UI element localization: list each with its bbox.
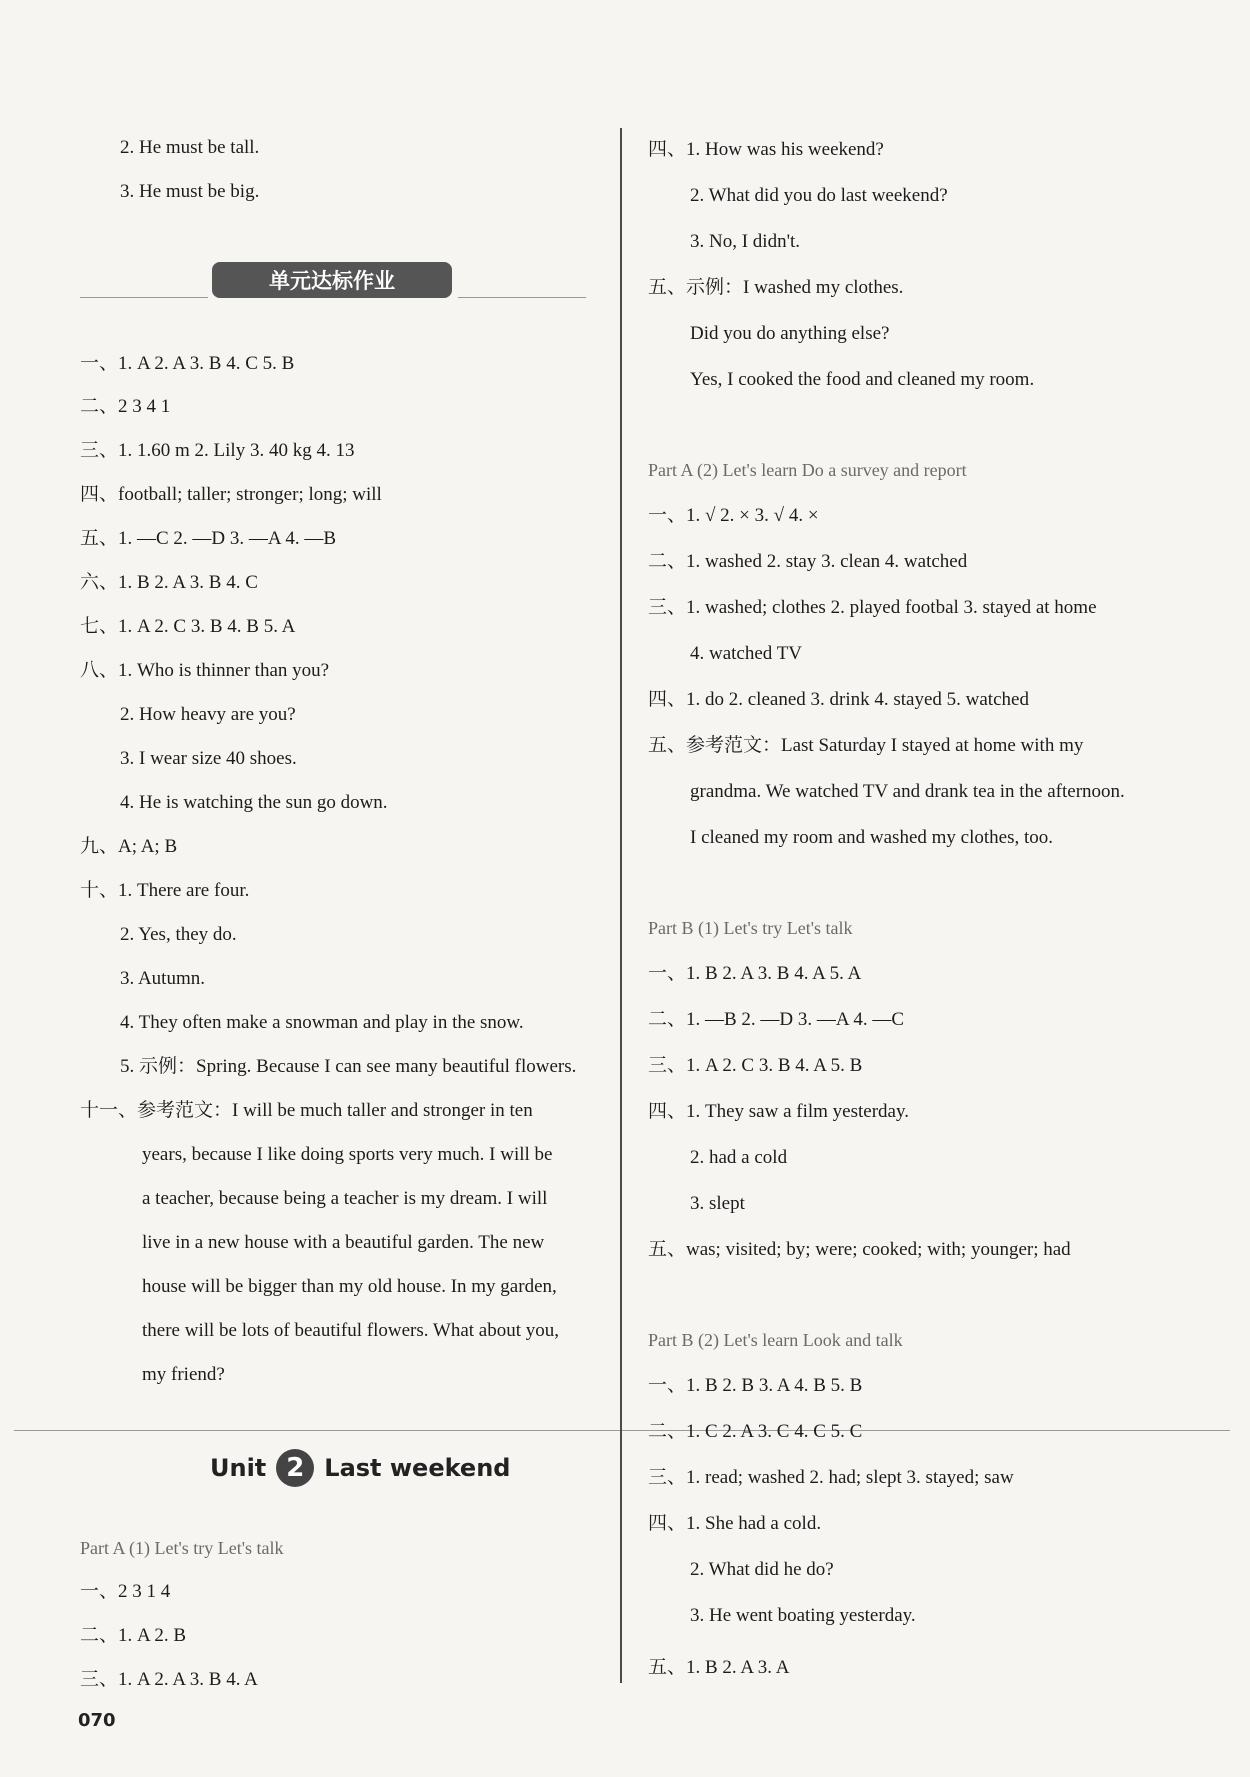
answer-line: 2. What did he do? (690, 1559, 834, 1580)
answer-line: 四、1. How was his weekend? (648, 139, 884, 160)
answer-line: years, because I like doing sports very much. I will be (142, 1144, 553, 1165)
answer-line: 3. He must be big. (120, 181, 260, 202)
answer-line: 三、1. A 2. C 3. B 4. A 5. B (648, 1055, 863, 1076)
answer-line: 六、1. B 2. A 3. B 4. C (80, 572, 258, 593)
answer-line: a teacher, because being a teacher is my dream. I will (142, 1188, 548, 1209)
unit-label: Unit (210, 1454, 267, 1482)
answer-line: live in a new house with a beautiful garden. The new (142, 1232, 545, 1253)
answer-line: 2. What did you do last weekend? (690, 185, 948, 206)
section-rule (14, 1430, 1230, 1431)
answer-line: 十一、参考范文：I will be much taller and stronger in ten (80, 1100, 533, 1121)
answer-line: 五、参考范文：Last Saturday I stayed at home with my (648, 735, 1084, 756)
answer-line: 一、1. B 2. B 3. A 4. B 5. B (648, 1375, 863, 1396)
answer-line: Yes, I cooked the food and cleaned my room. (690, 369, 1035, 390)
part-heading: Part B (2) Let's learn Look and talk (648, 1330, 903, 1350)
column-divider (620, 128, 622, 1683)
unit-number-badge: 2 (276, 1449, 314, 1487)
answer-line: 五、was; visited; by; were; cooked; with; younger; had (648, 1239, 1071, 1260)
answer-line: 五、1. —C 2. —D 3. —A 4. —B (80, 528, 336, 549)
answer-line: 一、1. B 2. A 3. B 4. A 5. A (648, 963, 862, 984)
answer-line: 四、1. She had a cold. (648, 1513, 822, 1534)
answer-line: 四、1. They saw a film yesterday. (648, 1101, 909, 1122)
answer-line: 4. watched TV (690, 643, 803, 664)
section-banner: 单元达标作业 (212, 262, 452, 298)
answer-line: 二、2 3 4 1 (80, 396, 171, 417)
answer-line: 3. slept (690, 1193, 745, 1214)
unit-name: Last weekend (324, 1454, 511, 1482)
answer-line: 一、1. √ 2. × 3. √ 4. × (648, 505, 819, 526)
answer-line: 2. How heavy are you? (120, 704, 296, 725)
part-heading: Part B (1) Let's try Let's talk (648, 918, 853, 938)
answer-line: 七、1. A 2. C 3. B 4. B 5. A (80, 616, 296, 637)
banner-rule-left (80, 297, 208, 298)
answer-line: 3. I wear size 40 shoes. (120, 748, 297, 769)
answer-line: Did you do anything else? (690, 323, 890, 344)
answer-line: 2. had a cold (690, 1147, 788, 1168)
answer-line: 3. He went boating yesterday. (690, 1605, 916, 1626)
answer-line: 四、football; taller; stronger; long; will (80, 484, 382, 505)
answer-line: my friend? (142, 1364, 225, 1385)
answer-line: 三、1. read; washed 2. had; slept 3. stayed; saw (648, 1467, 1014, 1488)
answer-line: 三、1. A 2. A 3. B 4. A (80, 1669, 258, 1690)
answer-line: 二、1. washed 2. stay 3. clean 4. watched (648, 551, 968, 572)
answer-line: 2. Yes, they do. (120, 924, 237, 945)
answer-line: 5. 示例：Spring. Because I can see many beautiful flowers. (120, 1056, 577, 1077)
answer-line: house will be bigger than my old house. In my garden, (142, 1276, 557, 1297)
answer-line: 4. They often make a snowman and play in the snow. (120, 1012, 524, 1033)
answer-line: 三、1. 1.60 m 2. Lily 3. 40 kg 4. 13 (80, 440, 355, 461)
answer-line: 三、1. washed; clothes 2. played footbal 3. stayed at home (648, 597, 1097, 618)
answer-line: there will be lots of beautiful flowers. What about you, (142, 1320, 560, 1341)
answer-line: 二、1. A 2. B (80, 1625, 187, 1646)
answer-line: 3. Autumn. (120, 968, 205, 989)
answer-line: 2. He must be tall. (120, 137, 260, 158)
answer-line: 一、2 3 1 4 (80, 1581, 171, 1602)
answer-line: 一、1. A 2. A 3. B 4. C 5. B (80, 353, 295, 374)
part-heading: Part A (1) Let's try Let's talk (80, 1538, 284, 1558)
answer-line: I cleaned my room and washed my clothes, too. (690, 827, 1054, 848)
answer-line: 二、1. —B 2. —D 3. —A 4. —C (648, 1009, 904, 1030)
banner-rule-right (458, 297, 586, 298)
answer-line: 五、示例：I washed my clothes. (648, 277, 904, 298)
page-number: 070 (78, 1710, 116, 1731)
answer-line: grandma. We watched TV and drank tea in the afternoon. (690, 781, 1125, 802)
answer-line: 3. No, I didn't. (690, 231, 801, 252)
answer-line: 八、1. Who is thinner than you? (80, 660, 330, 681)
part-heading: Part A (2) Let's learn Do a survey and report (648, 460, 967, 480)
answer-line: 十、1. There are four. (80, 880, 250, 901)
answer-line: 九、A; A; B (80, 836, 178, 857)
answer-line: 四、1. do 2. cleaned 3. drink 4. stayed 5. watched (648, 689, 1029, 710)
answer-line: 二、1. C 2. A 3. C 4. C 5. C (648, 1421, 863, 1442)
answer-line: 五、1. B 2. A 3. A (648, 1657, 790, 1678)
unit-title (210, 1446, 510, 1490)
answer-line: 4. He is watching the sun go down. (120, 792, 388, 813)
